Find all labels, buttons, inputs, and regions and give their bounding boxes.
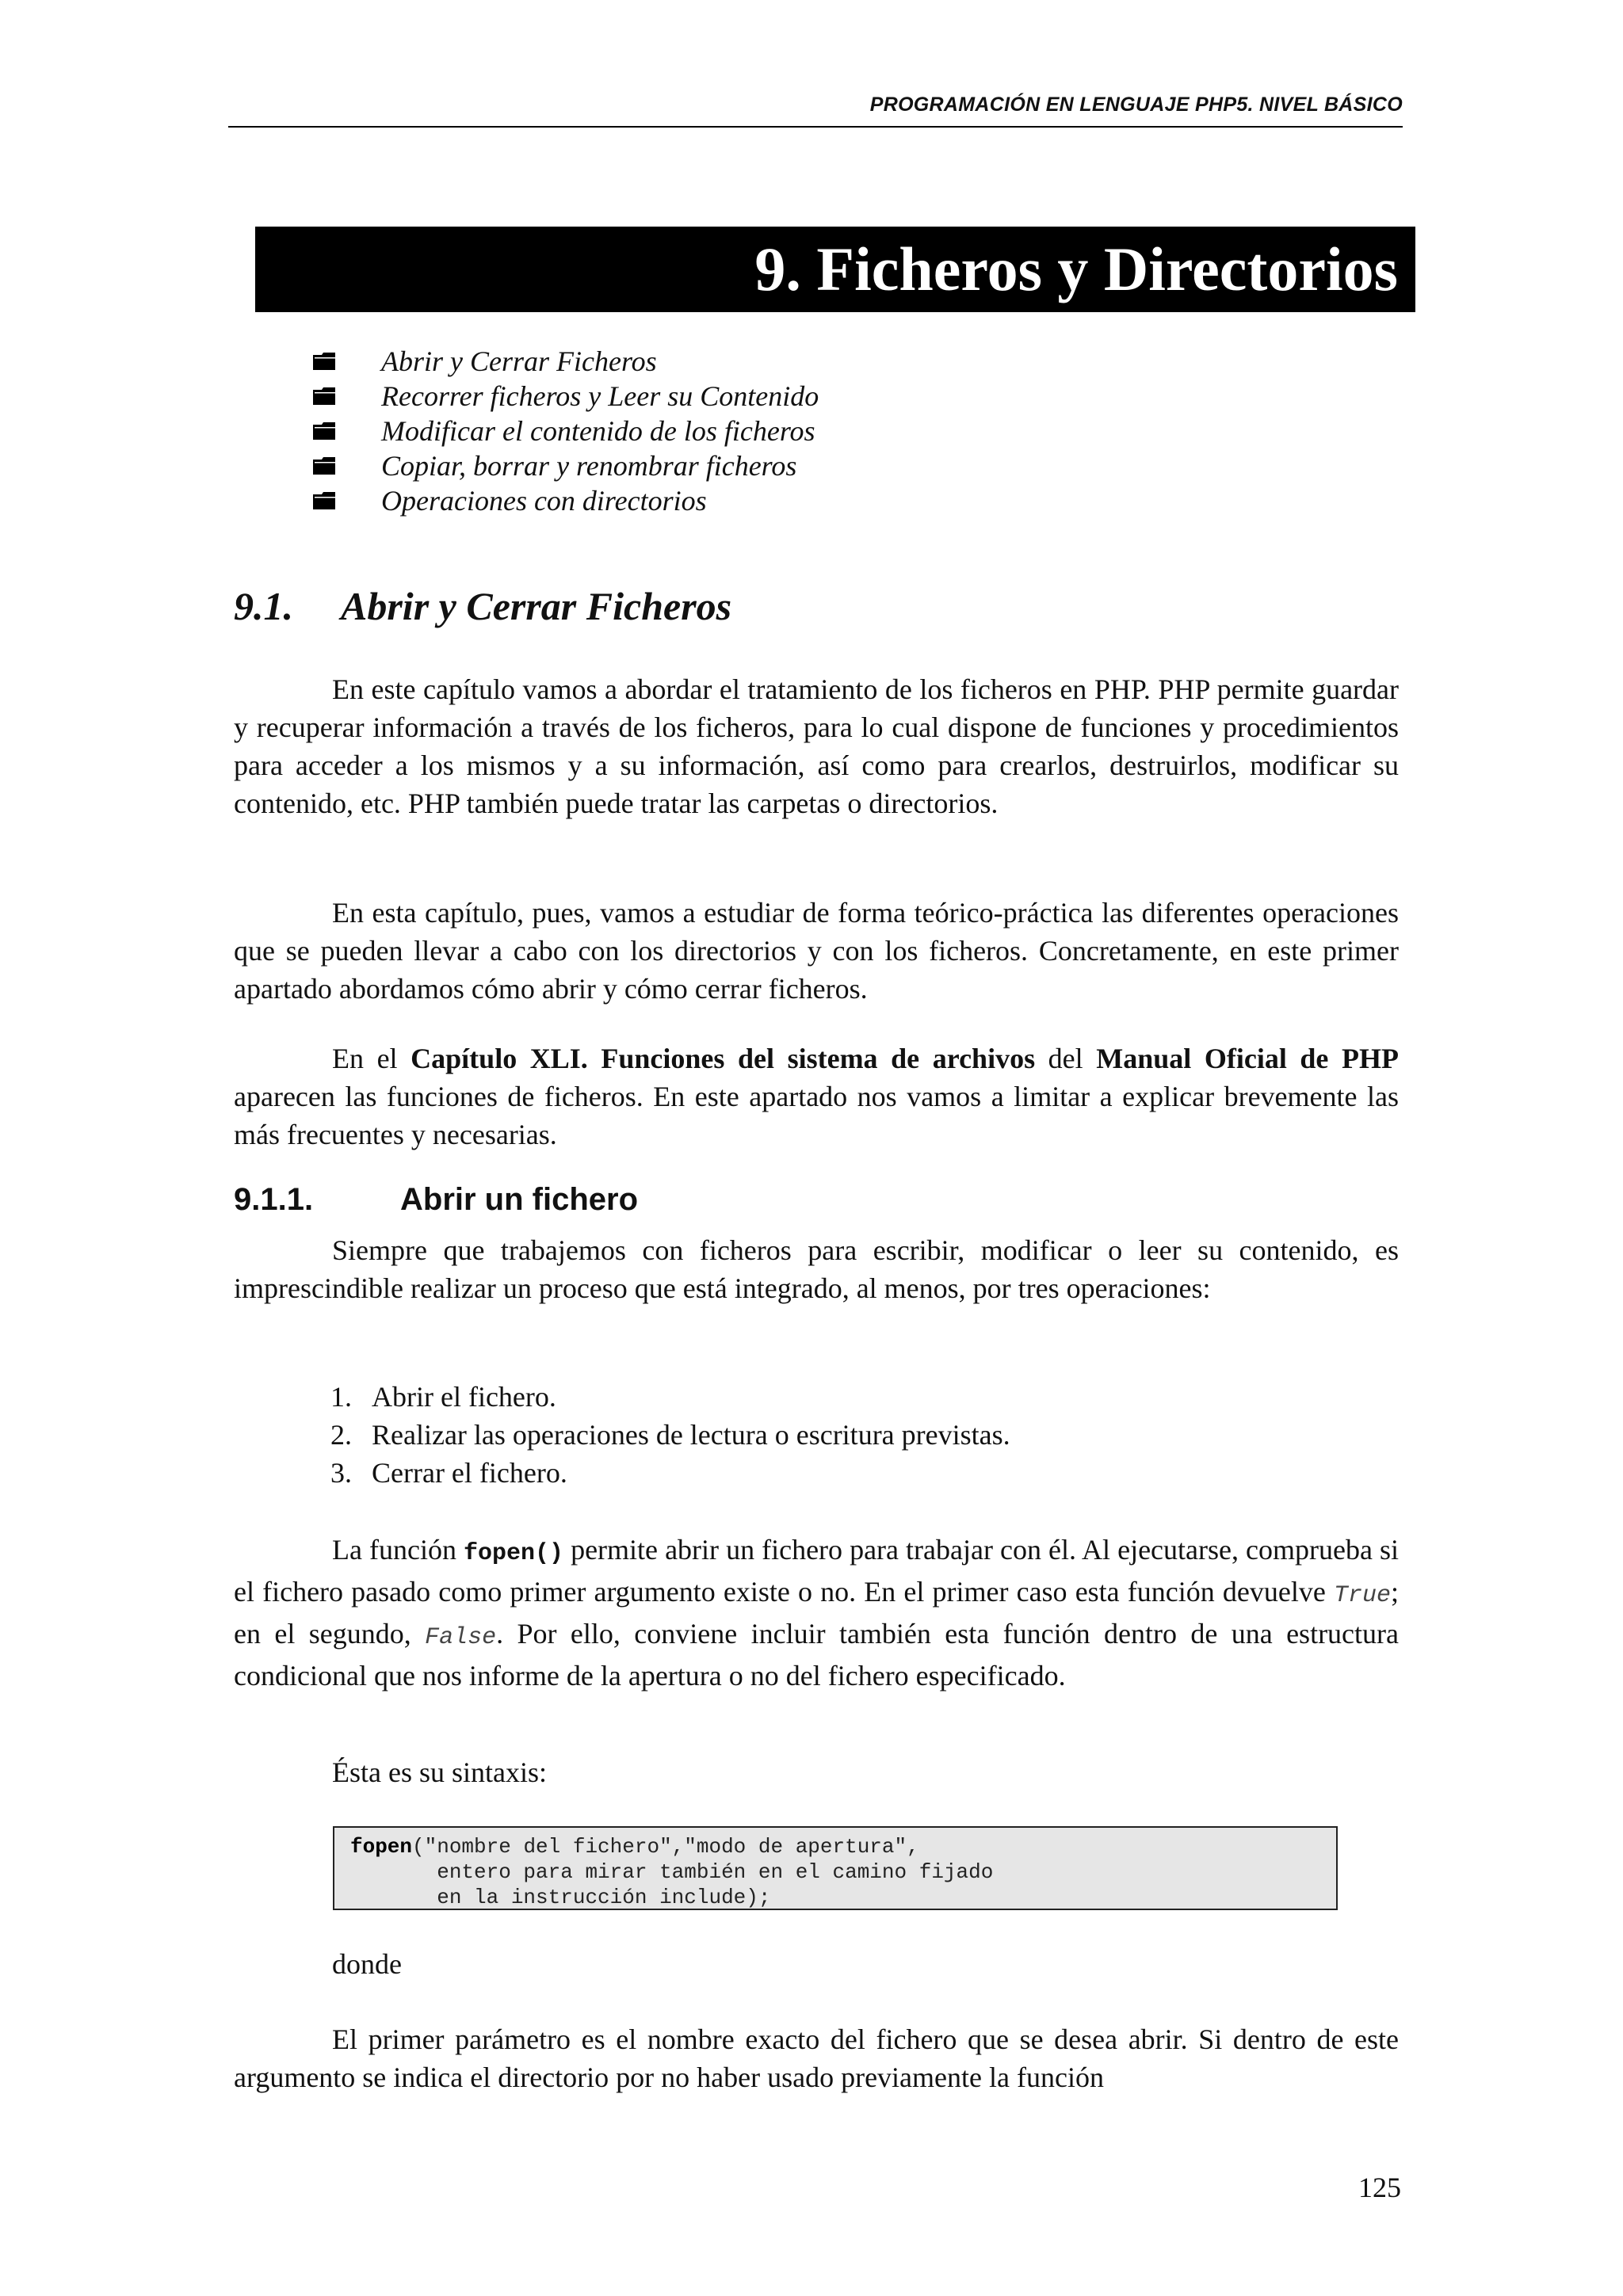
inline-code: fopen() [464, 1540, 564, 1567]
paragraph-text: El primer parámetro es el nombre exacto del fichero que se desea abrir. Si dentro de este argumento se indica el directorio por no haber usado previamente la función [234, 2023, 1399, 2093]
subsection-number: 9.1.1. [234, 1182, 314, 1217]
step-number: 1. [330, 1381, 352, 1413]
code-line: en la instrucción include); [350, 1886, 771, 1909]
code-line: entero para mirar también en el camino fijado [350, 1860, 994, 1884]
subsection-heading [234, 1182, 638, 1218]
toc-item [313, 448, 819, 483]
paragraph [234, 2020, 1399, 2096]
paragraph-text: En esta capítulo, pues, vamos a estudiar de forma teórico-práctica las diferentes operaciones que se pueden llevar a cabo con los directorios y con los ficheros. Concretamente, en este primer apartado abordamos cómo abrir y cómo cerrar ficheros. [234, 897, 1399, 1005]
subsection-title: Abrir un fichero [400, 1182, 639, 1217]
step-text: Cerrar el fichero. [372, 1457, 567, 1489]
folder-icon [313, 387, 337, 405]
manual-reference: Manual Oficial de PHP [1096, 1043, 1399, 1074]
list-item [330, 1378, 1010, 1416]
toc-item [313, 414, 819, 448]
step-number: 3. [330, 1457, 352, 1489]
code-line: ("nombre del fichero","modo de apertura", [412, 1835, 919, 1859]
toc-item-label: Abrir y Cerrar Ficheros [381, 345, 657, 377]
code-block [333, 1826, 1338, 1910]
paragraph-text: Siempre que trabajemos con ficheros para escribir, modificar o leer su contenido, es imprescindible realizar un proceso que está integrado, al menos, por tres operaciones: [234, 1234, 1399, 1304]
paragraph-text: La función [332, 1534, 464, 1566]
paragraph-text: . Por ello, conviene incluir también esta función dentro de una estructura condicional que nos informe de la apertura o no del fichero especificado. [234, 1618, 1400, 1691]
paragraph [234, 894, 1399, 1008]
paragraph-text: ; en el segundo, [234, 1576, 1399, 1650]
paragraph-text: En el [332, 1043, 411, 1074]
paragraph-text: donde [332, 1948, 402, 1980]
folder-icon [313, 353, 337, 370]
code-function: fopen [350, 1835, 413, 1859]
toc-item-label: Copiar, borrar y renombrar ficheros [381, 450, 797, 482]
list-item [330, 1416, 1010, 1454]
paragraph [234, 1753, 1399, 1791]
paragraph-text: En este capítulo vamos a abordar el tratamiento de los ficheros en PHP. PHP permite guardar y recuperar información a través de los ficheros, para lo cual dispone de funciones y procedimientos para acceder a los mismos y a su información, así como para crearlos, destruirlos, modificar su contenido, etc. PHP también puede tratar las carpetas o directorios. [234, 673, 1399, 819]
step-text: Abrir el fichero. [372, 1381, 556, 1413]
inline-code: True [1333, 1582, 1391, 1609]
paragraph-text: Ésta es su sintaxis: [332, 1756, 547, 1788]
paragraph [234, 1531, 1399, 1695]
paragraph-text: del [1035, 1043, 1097, 1074]
toc-item-label: Operaciones con directorios [381, 485, 707, 517]
section-title: Abrir y Cerrar Ficheros [341, 584, 732, 628]
folder-icon [313, 457, 337, 475]
paragraph [234, 1945, 1399, 1983]
toc-item-label: Recorrer ficheros y Leer su Contenido [381, 380, 819, 412]
running-header: PROGRAMACIÓN EN LENGUAJE PHP5. NIVEL BÁSICO [869, 93, 1403, 116]
paragraph-text: aparecen las funciones de ficheros. En este apartado nos vamos a limitar a explicar brevemente las más frecuentes y necesarias. [234, 1081, 1399, 1150]
step-text: Realizar las operaciones de lectura o escritura previstas. [372, 1419, 1010, 1451]
header-rule [228, 126, 1403, 128]
paragraph [234, 1039, 1399, 1154]
toc-item-label: Modificar el contenido de los ficheros [381, 415, 815, 447]
steps-list [330, 1378, 1010, 1492]
step-number: 2. [330, 1419, 352, 1451]
toc-item [313, 344, 819, 379]
list-item [330, 1454, 1010, 1492]
toc-item [313, 379, 819, 414]
paragraph [234, 670, 1399, 822]
paragraph-text: permite abrir un fichero para trabajar con él. Al ejecutarse, comprueba si el fichero pasado como primer argumento existe o no. En el primer caso esta función devuelve [234, 1534, 1399, 1608]
section-number: 9.1. [234, 584, 293, 628]
folder-icon [313, 492, 337, 509]
toc-item [313, 483, 819, 518]
chapter-contents [313, 344, 819, 518]
page-number: 125 [1358, 2172, 1401, 2203]
section-heading [234, 583, 731, 629]
chapter-reference: Capítulo XLI. Funciones del sistema de archivos [411, 1043, 1036, 1074]
inline-code: False [425, 1624, 497, 1651]
paragraph [234, 1231, 1399, 1307]
folder-icon [313, 422, 337, 440]
chapter-title: 9. Ficheros y Directorios [255, 227, 1415, 312]
